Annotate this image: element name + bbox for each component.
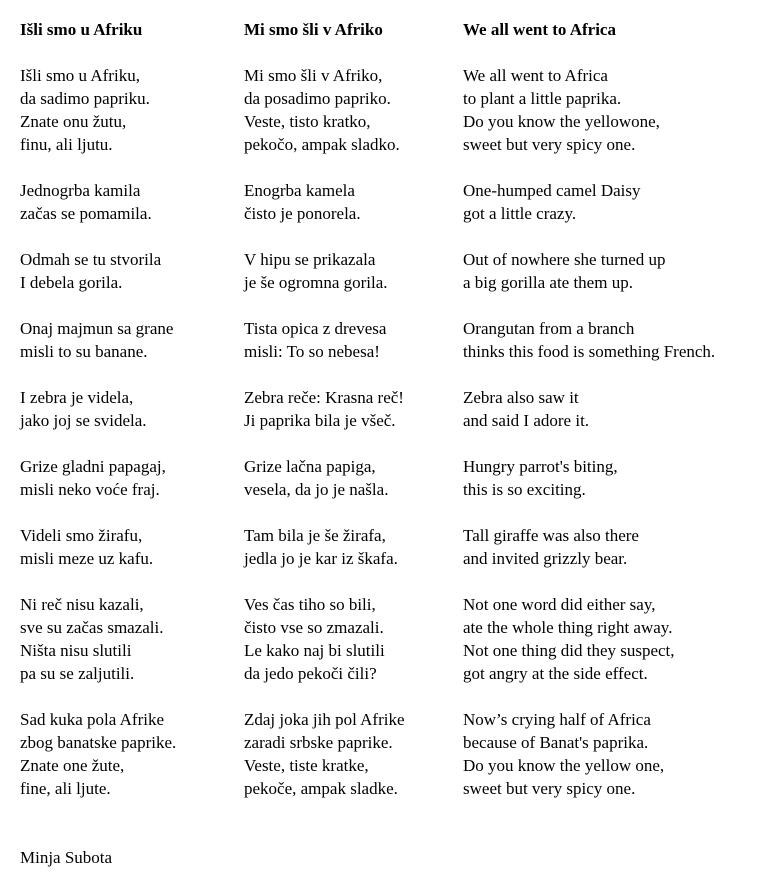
poem-line: because of Banat's paprika. bbox=[463, 733, 649, 752]
stanza bbox=[463, 593, 771, 685]
poem-line: to plant a little paprika. bbox=[463, 89, 622, 108]
poem-line: misli to su banane. bbox=[20, 342, 148, 361]
stanza bbox=[20, 386, 235, 432]
stanza bbox=[463, 248, 771, 294]
poem-line: ate the whole thing right away. bbox=[463, 618, 673, 637]
poem-line: jako joj se svidela. bbox=[20, 411, 147, 430]
poem-line: Videli smo žirafu, bbox=[20, 526, 143, 545]
poem-line: Ves čas tiho so bili, bbox=[244, 595, 376, 614]
poem-line: Out of nowhere she turned up bbox=[463, 250, 666, 269]
poem-line: da posadimo papriko. bbox=[244, 89, 391, 108]
poem-title: Išli smo u Afriku bbox=[20, 20, 143, 39]
stanza bbox=[463, 64, 771, 156]
poem-line: jedla jo je kar iz škafa. bbox=[244, 549, 398, 568]
poem-line: Grize gladni papagaj, bbox=[20, 457, 166, 476]
poem-line: da sadimo papriku. bbox=[20, 89, 150, 108]
stanza bbox=[244, 317, 456, 363]
poem-line: Znate onu žutu, bbox=[20, 112, 127, 131]
poem-line: and said I adore it. bbox=[463, 411, 590, 430]
poem-line: Do you know the yellow one, bbox=[463, 756, 665, 775]
stanza bbox=[244, 708, 456, 800]
stanza bbox=[20, 248, 235, 294]
poem-line: got a little crazy. bbox=[463, 204, 577, 223]
poem-line: misli meze uz kafu. bbox=[20, 549, 154, 568]
poem-line: Tall giraffe was also there bbox=[463, 526, 639, 545]
poem-line: finu, ali ljutu. bbox=[20, 135, 113, 154]
poem-line: Hungry parrot's biting, bbox=[463, 457, 618, 476]
poem-line: zaradi srbske paprike. bbox=[244, 733, 393, 752]
poem-line: Veste, tisto kratko, bbox=[244, 112, 371, 131]
poem-line: zbog banatske paprike. bbox=[20, 733, 177, 752]
poem-line: thinks this food is something French. bbox=[463, 342, 716, 361]
stanza bbox=[20, 455, 235, 501]
poem-line: I debela gorila. bbox=[20, 273, 123, 292]
stanza bbox=[20, 179, 235, 225]
poem-line: sweet but very spicy one. bbox=[463, 135, 636, 154]
poem-line: Ni reč nisu kazali, bbox=[20, 595, 144, 614]
poem-line: Not one thing did they suspect, bbox=[463, 641, 675, 660]
poem-line: We all went to Africa bbox=[463, 66, 608, 85]
poem-column-english bbox=[463, 18, 771, 823]
poem-line: Enogrba kamela bbox=[244, 181, 355, 200]
stanza bbox=[244, 179, 456, 225]
stanza bbox=[463, 455, 771, 501]
poem-line: fine, ali ljute. bbox=[20, 779, 111, 798]
poem-line: Odmah se tu stvorila bbox=[20, 250, 162, 269]
poem-line: Mi smo šli v Afriko, bbox=[244, 66, 383, 85]
stanza bbox=[20, 593, 235, 685]
poem-line: sweet but very spicy one. bbox=[463, 779, 636, 798]
poem-line: Ništa nisu slutili bbox=[20, 641, 132, 660]
stanza-list bbox=[20, 64, 235, 800]
poem-line: Sad kuka pola Afrike bbox=[20, 710, 164, 729]
stanza bbox=[244, 64, 456, 156]
poem-line: pekoče, ampak sladke. bbox=[244, 779, 398, 798]
poem-line: Onaj majmun sa grane bbox=[20, 319, 174, 338]
poem-line: Išli smo u Afriku, bbox=[20, 66, 140, 85]
poem-line: Jednogrba kamila bbox=[20, 181, 141, 200]
poem-line: čisto vse so zmazali. bbox=[244, 618, 384, 637]
stanza bbox=[463, 317, 771, 363]
poem-line: sve su začas smazali. bbox=[20, 618, 164, 637]
poem-line: and invited grizzly bear. bbox=[463, 549, 628, 568]
poem-line: Not one word did either say, bbox=[463, 595, 656, 614]
poem-line: Zdaj joka jih pol Afrike bbox=[244, 710, 405, 729]
poem-line: Znate one žute, bbox=[20, 756, 125, 775]
stanza bbox=[463, 524, 771, 570]
stanza bbox=[20, 524, 235, 570]
poem-line: Orangutan from a branch bbox=[463, 319, 635, 338]
poem-line: got angry at the side effect. bbox=[463, 664, 648, 683]
poem-line: Zebra reče: Krasna reč! bbox=[244, 388, 404, 407]
poem-line: Le kako naj bi slutili bbox=[244, 641, 385, 660]
poem-line: Tista opica z drevesa bbox=[244, 319, 387, 338]
poem-line: pekočo, ampak sladko. bbox=[244, 135, 400, 154]
poem-line: Tam bila je še žirafa, bbox=[244, 526, 386, 545]
stanza bbox=[244, 524, 456, 570]
poem-line: pa su se zaljutili. bbox=[20, 664, 135, 683]
stanza-list bbox=[463, 64, 771, 800]
poem-line: začas se pomamila. bbox=[20, 204, 152, 223]
stanza bbox=[244, 248, 456, 294]
stanza bbox=[20, 64, 235, 156]
stanza bbox=[244, 593, 456, 685]
poem-line: this is so exciting. bbox=[463, 480, 586, 499]
poem-column-slovenian bbox=[244, 18, 456, 823]
poem-line: Grize lačna papiga, bbox=[244, 457, 376, 476]
author-name: Minja Subota bbox=[20, 848, 113, 867]
stanza bbox=[244, 455, 456, 501]
poem-line: Zebra also saw it bbox=[463, 388, 579, 407]
stanza bbox=[244, 386, 456, 432]
stanza bbox=[463, 179, 771, 225]
stanza-list bbox=[244, 64, 456, 800]
poem-title: We all went to Africa bbox=[463, 20, 616, 39]
poem-line: je še ogromna gorila. bbox=[244, 273, 388, 292]
stanza bbox=[20, 708, 235, 800]
poem-line: V hipu se prikazala bbox=[244, 250, 376, 269]
poem-line: a big gorilla ate them up. bbox=[463, 273, 633, 292]
poem-line: misli: To so nebesa! bbox=[244, 342, 380, 361]
poem-title: Mi smo šli v Afriko bbox=[244, 20, 383, 39]
poem-column-serbian bbox=[20, 18, 235, 823]
stanza bbox=[20, 317, 235, 363]
poem-line: Do you know the yellowone, bbox=[463, 112, 660, 131]
poem-line: čisto je ponorela. bbox=[244, 204, 361, 223]
poem-line: da jedo pekoči čili? bbox=[244, 664, 377, 683]
poem-line: I zebra je videla, bbox=[20, 388, 134, 407]
poem-line: misli neko voće fraj. bbox=[20, 480, 160, 499]
poem-line: vesela, da jo je našla. bbox=[244, 480, 389, 499]
stanza bbox=[463, 386, 771, 432]
poem-line: One-humped camel Daisy bbox=[463, 181, 641, 200]
poem-line: Ji paprika bila je všeč. bbox=[244, 411, 396, 430]
poem-line: Now’s crying half of Africa bbox=[463, 710, 651, 729]
poem-line: Veste, tiste kratke, bbox=[244, 756, 369, 775]
stanza bbox=[463, 708, 771, 800]
